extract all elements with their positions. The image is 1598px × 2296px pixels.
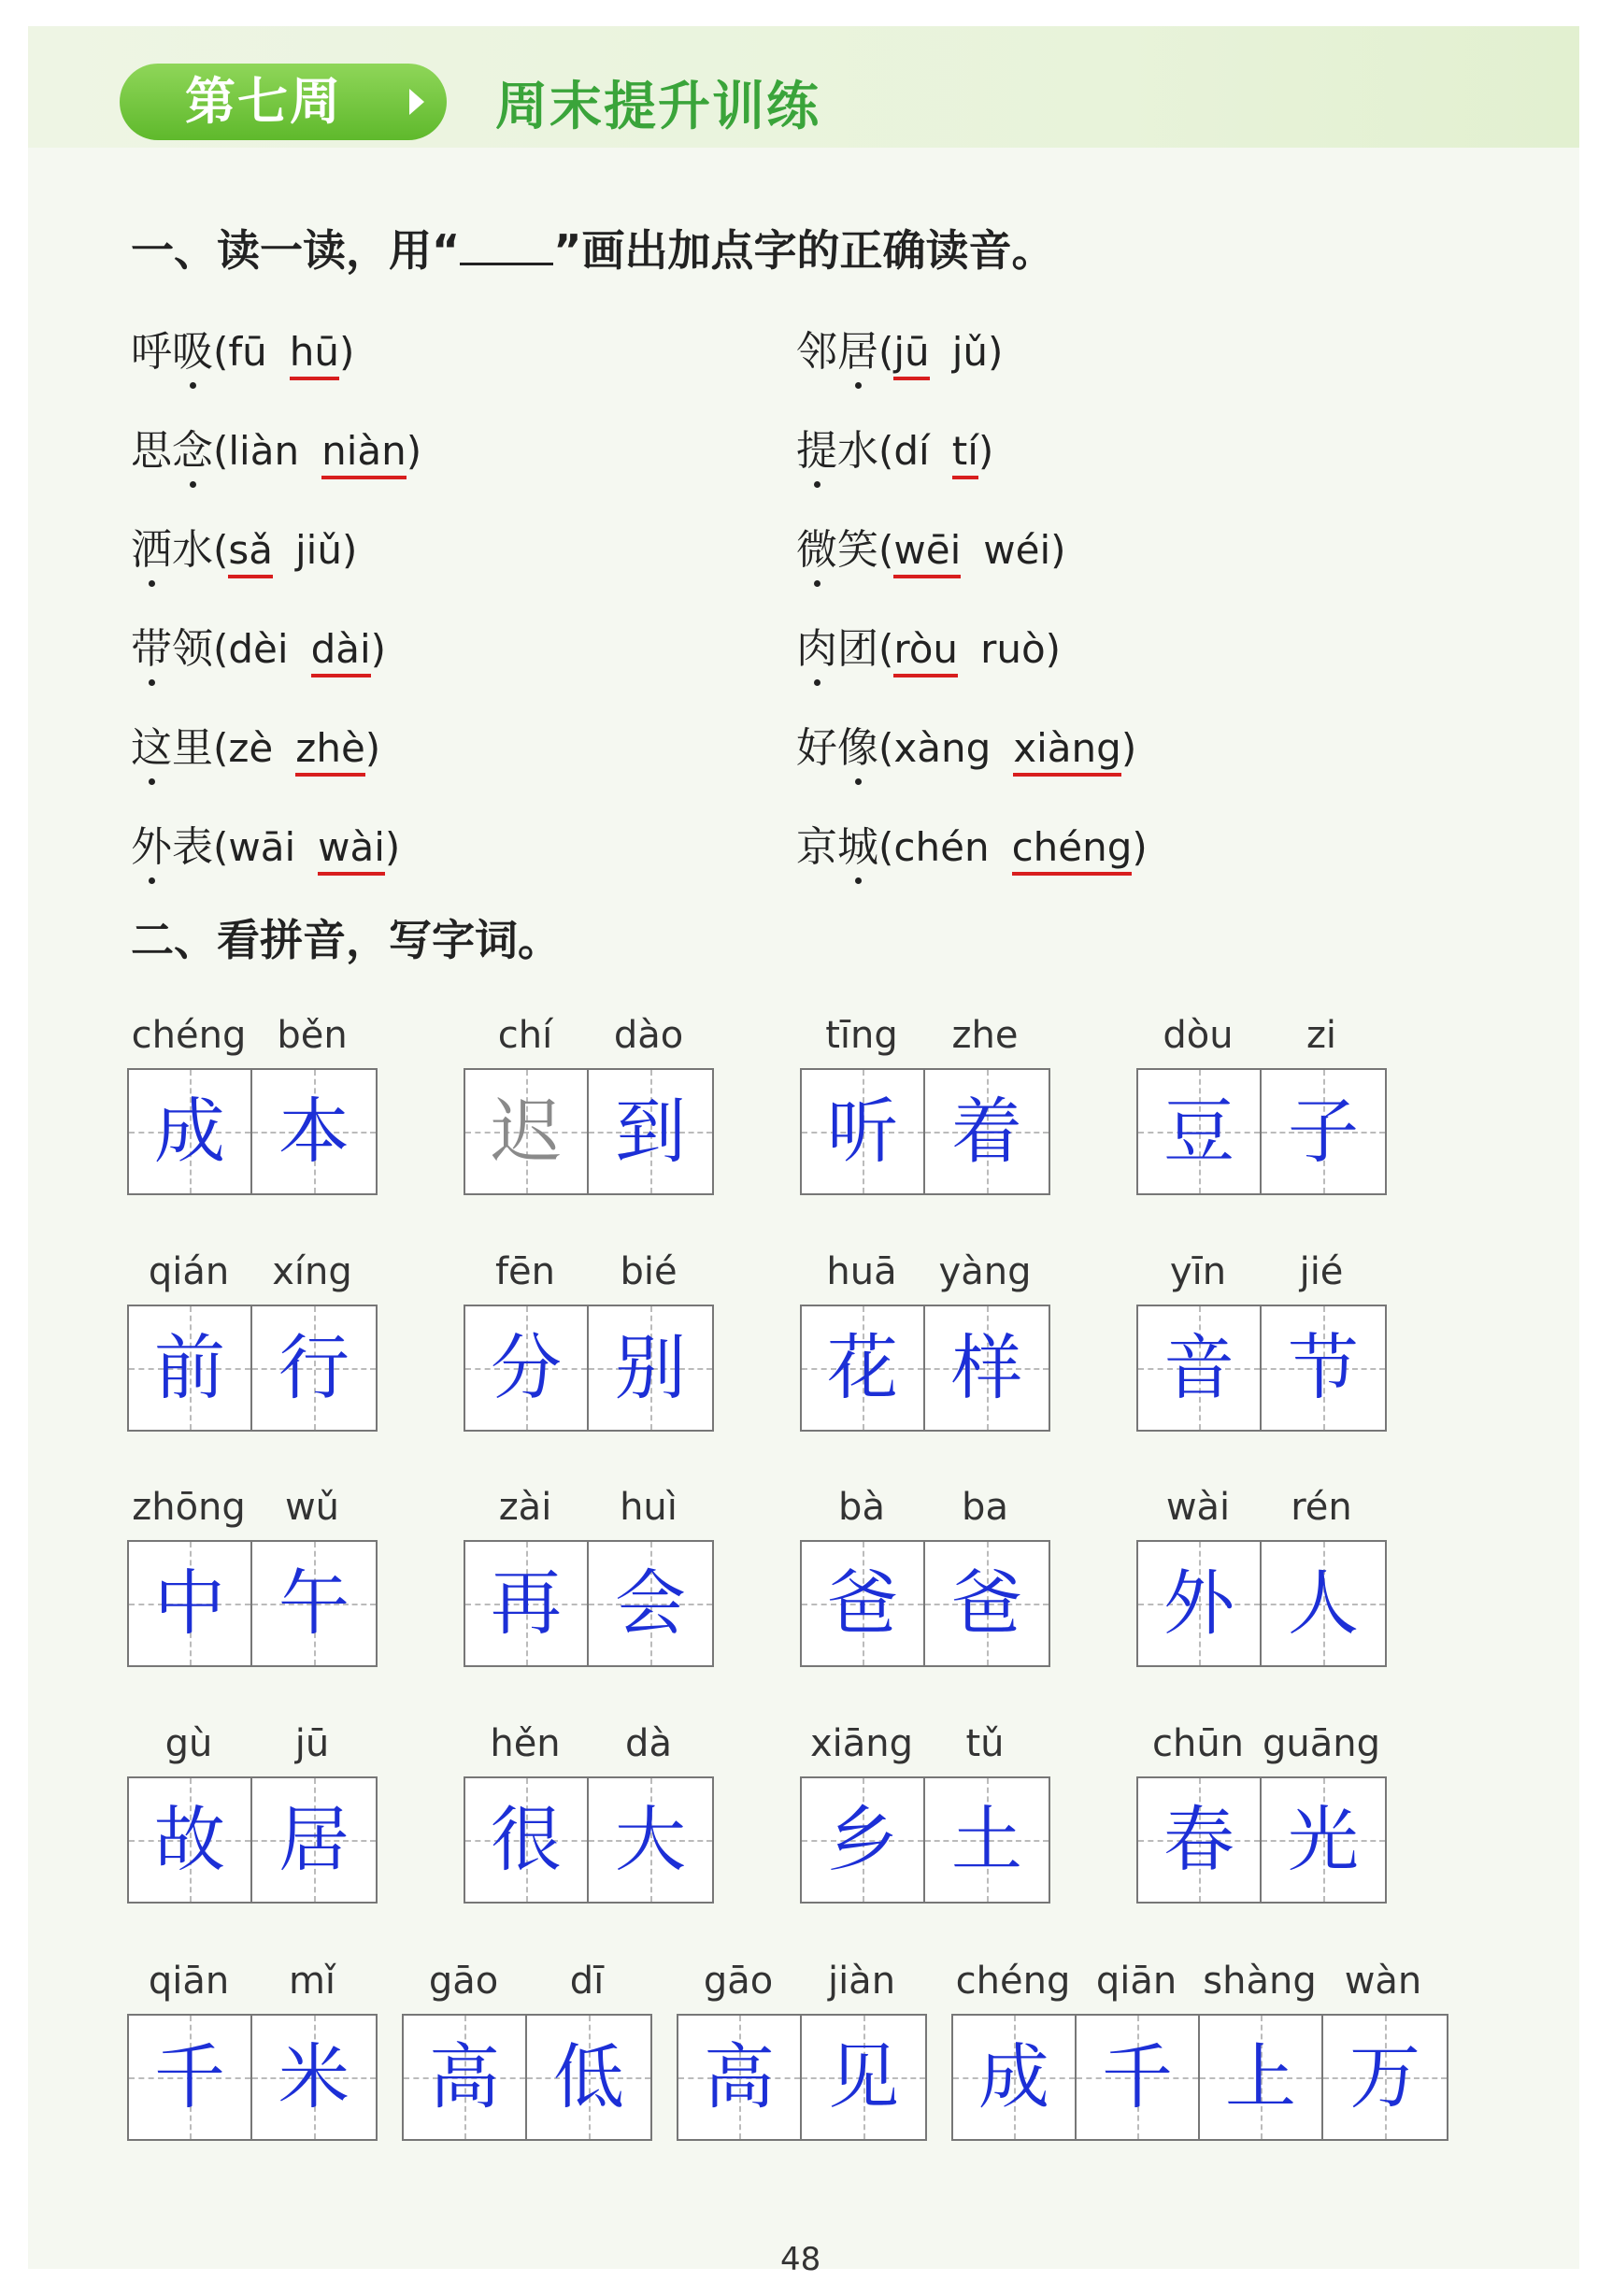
item-word: 京城: [796, 813, 878, 873]
writing-box[interactable]: [802, 1070, 925, 1193]
pinyin-syllable: gāo: [703, 1960, 774, 2003]
writing-box[interactable]: [802, 1542, 925, 1665]
item-word: 思念: [131, 417, 213, 477]
writing-box[interactable]: [465, 1306, 589, 1430]
pinyin-option[interactable]: zè: [228, 725, 274, 771]
pinyin-syllable: hěn: [490, 1722, 561, 1765]
written-character: 上: [1225, 2035, 1296, 2118]
pinyin-syllable: běn: [277, 1014, 348, 1057]
pinyin-options: (zè zhè): [213, 725, 380, 771]
section2-title: 二、看拼音，写字词。: [131, 915, 561, 965]
pinyin-options: (fū hū): [213, 329, 354, 375]
written-character: 低: [553, 2035, 624, 2118]
writing-boxes: [1136, 1305, 1387, 1432]
writing-boxes: [800, 1305, 1050, 1432]
written-character: 外: [1163, 1562, 1234, 1645]
writing-box[interactable]: [1077, 2016, 1200, 2139]
reading-item: [131, 714, 380, 779]
emphasis-dot: [149, 877, 155, 884]
writing-boxes: [127, 1776, 378, 1904]
written-character: 前: [154, 1326, 225, 1409]
item-word: 洒水: [131, 516, 213, 576]
writing-boxes: [127, 1540, 378, 1667]
reading-item: [131, 318, 354, 383]
writing-boxes: [402, 2014, 652, 2141]
pinyin-syllable: guāng: [1263, 1722, 1380, 1765]
writing-box[interactable]: [802, 2016, 925, 2139]
pinyin-options: (xàng xiàng): [878, 725, 1136, 771]
writing-boxes: [951, 2014, 1448, 2141]
emphasis-dot: [814, 679, 820, 686]
writing-box[interactable]: [1262, 1542, 1385, 1665]
written-character: 见: [828, 2035, 899, 2118]
writing-box[interactable]: [252, 1542, 376, 1665]
written-character: 别: [615, 1326, 686, 1409]
written-character: 成: [154, 1090, 225, 1173]
written-character: 听: [827, 1090, 898, 1173]
pinyin-option-correct[interactable]: jū: [893, 329, 929, 380]
writing-box[interactable]: [404, 2016, 527, 2139]
written-character: 午: [278, 1562, 350, 1645]
writing-box[interactable]: [252, 1306, 376, 1430]
pinyin-syllable: chí: [497, 1014, 553, 1057]
writing-box[interactable]: [802, 1778, 925, 1902]
writing-boxes: [127, 1305, 378, 1432]
writing-boxes: [800, 1776, 1050, 1904]
writing-box[interactable]: [1262, 1778, 1385, 1902]
writing-box[interactable]: [1262, 1306, 1385, 1430]
pinyin-syllable: rén: [1291, 1486, 1352, 1529]
written-character: 很: [491, 1798, 562, 1881]
emphasis-dot: [149, 679, 155, 686]
emphasis-dot: [855, 382, 862, 389]
writing-box[interactable]: [129, 1778, 252, 1902]
writing-box[interactable]: [252, 2016, 376, 2139]
pinyin-syllable: yàng: [938, 1250, 1032, 1293]
pinyin-syllable: zhōng: [132, 1486, 246, 1529]
pinyin-option-correct[interactable]: ròu: [893, 626, 958, 677]
pinyin-syllable: zhe: [951, 1014, 1019, 1057]
pinyin-syllable: jié: [1299, 1250, 1344, 1293]
pinyin-options: (dí tí): [878, 428, 993, 474]
item-word: 呼吸: [131, 318, 213, 378]
section1-title-start: 一、读一读，用“: [131, 225, 461, 276]
writing-box[interactable]: [589, 1542, 712, 1665]
writing-box[interactable]: [589, 1306, 712, 1430]
writing-box[interactable]: [1138, 1070, 1262, 1193]
pinyin-options: (sǎ jiǔ): [213, 527, 357, 573]
item-word: 这里: [131, 714, 213, 774]
reading-item: [796, 516, 1066, 581]
pinyin-option-correct[interactable]: wēi: [893, 527, 961, 578]
pinyin-options: (liàn niàn): [213, 428, 421, 474]
emphasis-dot: [814, 481, 820, 488]
pinyin-options: (wēi wéi): [878, 527, 1066, 573]
pinyin-option[interactable]: dèi: [228, 626, 289, 672]
emphasis-dot: [149, 778, 155, 785]
pinyin-option-correct[interactable]: tí: [952, 428, 978, 479]
pinyin-syllable: bà: [838, 1486, 885, 1529]
written-character: 再: [491, 1562, 562, 1645]
writing-boxes: [127, 2014, 378, 2141]
written-character: 着: [951, 1090, 1022, 1173]
written-character: 节: [1288, 1326, 1359, 1409]
pinyin-option[interactable]: liàn: [228, 428, 300, 474]
writing-box[interactable]: [1138, 1306, 1262, 1430]
writing-box[interactable]: [129, 1306, 252, 1430]
pinyin-syllable: ba: [962, 1486, 1008, 1529]
writing-box[interactable]: [1323, 2016, 1447, 2139]
written-character: 音: [1163, 1326, 1234, 1409]
written-character: 爸: [951, 1562, 1022, 1645]
written-character: 分: [491, 1326, 562, 1409]
pinyin-option[interactable]: wāi: [228, 824, 296, 870]
pinyin-option-correct[interactable]: dài: [311, 626, 371, 677]
pinyin-option[interactable]: dí: [893, 428, 930, 474]
writing-boxes: [464, 1068, 714, 1195]
pinyin-syllable: wài: [1165, 1486, 1231, 1529]
writing-box[interactable]: [1138, 1778, 1262, 1902]
reading-item: [796, 417, 993, 482]
pinyin-syllable: zi: [1306, 1014, 1337, 1057]
writing-boxes: [464, 1776, 714, 1904]
writing-box[interactable]: [465, 1778, 589, 1902]
writing-boxes: [1136, 1776, 1387, 1904]
emphasis-dot: [814, 580, 820, 587]
written-character: 子: [1288, 1090, 1359, 1173]
written-character: 大: [615, 1798, 686, 1881]
writing-boxes: [464, 1540, 714, 1667]
writing-box[interactable]: [252, 1070, 376, 1193]
writing-box[interactable]: [925, 1070, 1049, 1193]
writing-box[interactable]: [1138, 1542, 1262, 1665]
item-word: 肉团: [796, 615, 878, 675]
pinyin-option[interactable]: chén: [893, 824, 990, 870]
writing-boxes: [464, 1305, 714, 1432]
pinyin-syllable: zài: [498, 1486, 552, 1529]
written-character: 千: [1102, 2035, 1173, 2118]
pinyin-option-correct[interactable]: hū: [290, 329, 339, 380]
pinyin-option-correct[interactable]: niàn: [321, 428, 407, 479]
given-character: 迟: [491, 1090, 562, 1173]
writing-box[interactable]: [527, 2016, 650, 2139]
writing-box[interactable]: [802, 1306, 925, 1430]
pinyin-option-correct[interactable]: wài: [318, 824, 385, 876]
written-character: 中: [154, 1562, 225, 1645]
item-word: 提水: [796, 417, 878, 477]
written-character: 故: [154, 1798, 225, 1881]
page-number: 48: [780, 2241, 821, 2278]
pinyin-syllable: qiān: [148, 1960, 230, 2003]
written-character: 会: [615, 1562, 686, 1645]
written-character: 样: [951, 1326, 1022, 1409]
writing-box[interactable]: [129, 1070, 252, 1193]
writing-box[interactable]: [1262, 1070, 1385, 1193]
arrow-right-icon: [409, 89, 424, 115]
written-character: 居: [278, 1798, 350, 1881]
pinyin-syllable: chūn: [1151, 1722, 1245, 1765]
blank-line: [460, 229, 553, 265]
pinyin-syllable: qián: [148, 1250, 230, 1293]
written-character: 光: [1288, 1798, 1359, 1881]
pinyin-syllable: gāo: [428, 1960, 499, 2003]
reading-item: [131, 615, 386, 680]
emphasis-dot: [190, 382, 196, 389]
written-character: 土: [951, 1798, 1022, 1881]
written-character: 行: [278, 1326, 350, 1409]
pinyin-option[interactable]: wéi: [983, 527, 1051, 573]
pinyin-options: (chén chéng): [878, 824, 1148, 870]
pinyin-syllable: dà: [625, 1722, 672, 1765]
pinyin-options: (ròu ruò): [878, 626, 1061, 672]
pinyin-syllable: chéng: [955, 1960, 1071, 2003]
pinyin-options: (wāi wài): [213, 824, 400, 870]
item-word: 微笑: [796, 516, 878, 576]
written-character: 人: [1288, 1562, 1359, 1645]
pinyin-syllable: jū: [294, 1722, 330, 1765]
item-word: 好像: [796, 714, 878, 774]
writing-boxes: [1136, 1540, 1387, 1667]
writing-boxes: [677, 2014, 927, 2141]
pinyin-syllable: shàng: [1203, 1960, 1317, 2003]
written-character: 高: [429, 2035, 500, 2118]
writing-boxes: [800, 1068, 1050, 1195]
pinyin-syllable: huā: [826, 1250, 897, 1293]
emphasis-dot: [190, 481, 196, 488]
pinyin-option[interactable]: xàng: [893, 725, 992, 771]
pinyin-options: (jū jǔ): [878, 329, 1003, 375]
pinyin-options: (dèi dài): [213, 626, 386, 672]
writing-box[interactable]: [678, 2016, 802, 2139]
pinyin-syllable: dào: [613, 1014, 684, 1057]
item-word: 带领: [131, 615, 213, 675]
section1-title-end: ”画出加点字的正确读音。: [553, 225, 1055, 276]
writing-box[interactable]: [465, 1542, 589, 1665]
reading-item: [796, 318, 1003, 383]
pinyin-option-correct[interactable]: xiàng: [1013, 725, 1121, 777]
written-character: 花: [827, 1326, 898, 1409]
pinyin-syllable: mǐ: [288, 1960, 336, 2003]
writing-box[interactable]: [465, 1070, 589, 1193]
pinyin-option[interactable]: ruò: [980, 626, 1046, 672]
pinyin-option[interactable]: jiǔ: [295, 527, 342, 573]
writing-boxes: [800, 1540, 1050, 1667]
writing-box[interactable]: [129, 1542, 252, 1665]
written-character: 成: [978, 2035, 1049, 2118]
writing-box[interactable]: [925, 1778, 1049, 1902]
reading-item: [131, 516, 357, 581]
emphasis-dot: [149, 580, 155, 587]
pinyin-syllable: yīn: [1169, 1250, 1227, 1293]
writing-box[interactable]: [1200, 2016, 1323, 2139]
pinyin-syllable: bié: [620, 1250, 678, 1293]
reading-item: [131, 417, 421, 482]
pinyin-option-correct[interactable]: sǎ: [228, 527, 273, 578]
writing-box[interactable]: [252, 1778, 376, 1902]
reading-item: [131, 813, 400, 878]
pinyin-syllable: xíng: [272, 1250, 352, 1293]
writing-box[interactable]: [589, 1070, 712, 1193]
writing-box[interactable]: [129, 2016, 252, 2139]
written-character: 爸: [827, 1562, 898, 1645]
page-title: 周末提升训练: [495, 77, 820, 137]
written-character: 乡: [827, 1798, 898, 1881]
pinyin-syllable: wàn: [1344, 1960, 1422, 2003]
pinyin-syllable: tīng: [825, 1014, 898, 1057]
pinyin-option[interactable]: jǔ: [951, 329, 988, 375]
pinyin-syllable: gù: [164, 1722, 213, 1765]
pinyin-syllable: xiāng: [809, 1722, 914, 1765]
writing-box[interactable]: [953, 2016, 1077, 2139]
week-label: 第七周: [185, 72, 342, 131]
pinyin-syllable: chéng: [131, 1014, 247, 1057]
pinyin-syllable: huì: [620, 1486, 678, 1529]
pinyin-syllable: qiān: [1095, 1960, 1177, 2003]
writing-box[interactable]: [589, 1778, 712, 1902]
pinyin-option[interactable]: fū: [228, 329, 267, 375]
reading-item: [796, 714, 1136, 779]
written-character: 万: [1349, 2035, 1420, 2118]
week-badge: [120, 64, 447, 140]
pinyin-syllable: dòu: [1163, 1014, 1234, 1057]
written-character: 千: [154, 2035, 225, 2118]
pinyin-syllable: jiàn: [827, 1960, 896, 2003]
emphasis-dot: [855, 778, 862, 785]
written-character: 豆: [1163, 1090, 1234, 1173]
pinyin-syllable: tǔ: [965, 1722, 1005, 1765]
pinyin-option-correct[interactable]: chéng: [1012, 824, 1133, 876]
written-character: 高: [704, 2035, 775, 2118]
written-character: 本: [278, 1090, 350, 1173]
writing-box[interactable]: [925, 1542, 1049, 1665]
emphasis-dot: [855, 877, 862, 884]
pinyin-syllable: dī: [569, 1960, 605, 2003]
reading-item: [796, 813, 1148, 878]
written-character: 春: [1163, 1798, 1234, 1881]
pinyin-option-correct[interactable]: zhè: [295, 725, 365, 777]
section1-title: [131, 217, 1054, 278]
pinyin-syllable: wǔ: [284, 1486, 340, 1529]
writing-boxes: [1136, 1068, 1387, 1195]
writing-boxes: [127, 1068, 378, 1195]
item-word: 外表: [131, 813, 213, 873]
written-character: 米: [278, 2035, 350, 2118]
item-word: 邻居: [796, 318, 878, 378]
written-character: 到: [615, 1090, 686, 1173]
pinyin-syllable: fēn: [494, 1250, 556, 1293]
writing-box[interactable]: [925, 1306, 1049, 1430]
reading-item: [796, 615, 1061, 680]
